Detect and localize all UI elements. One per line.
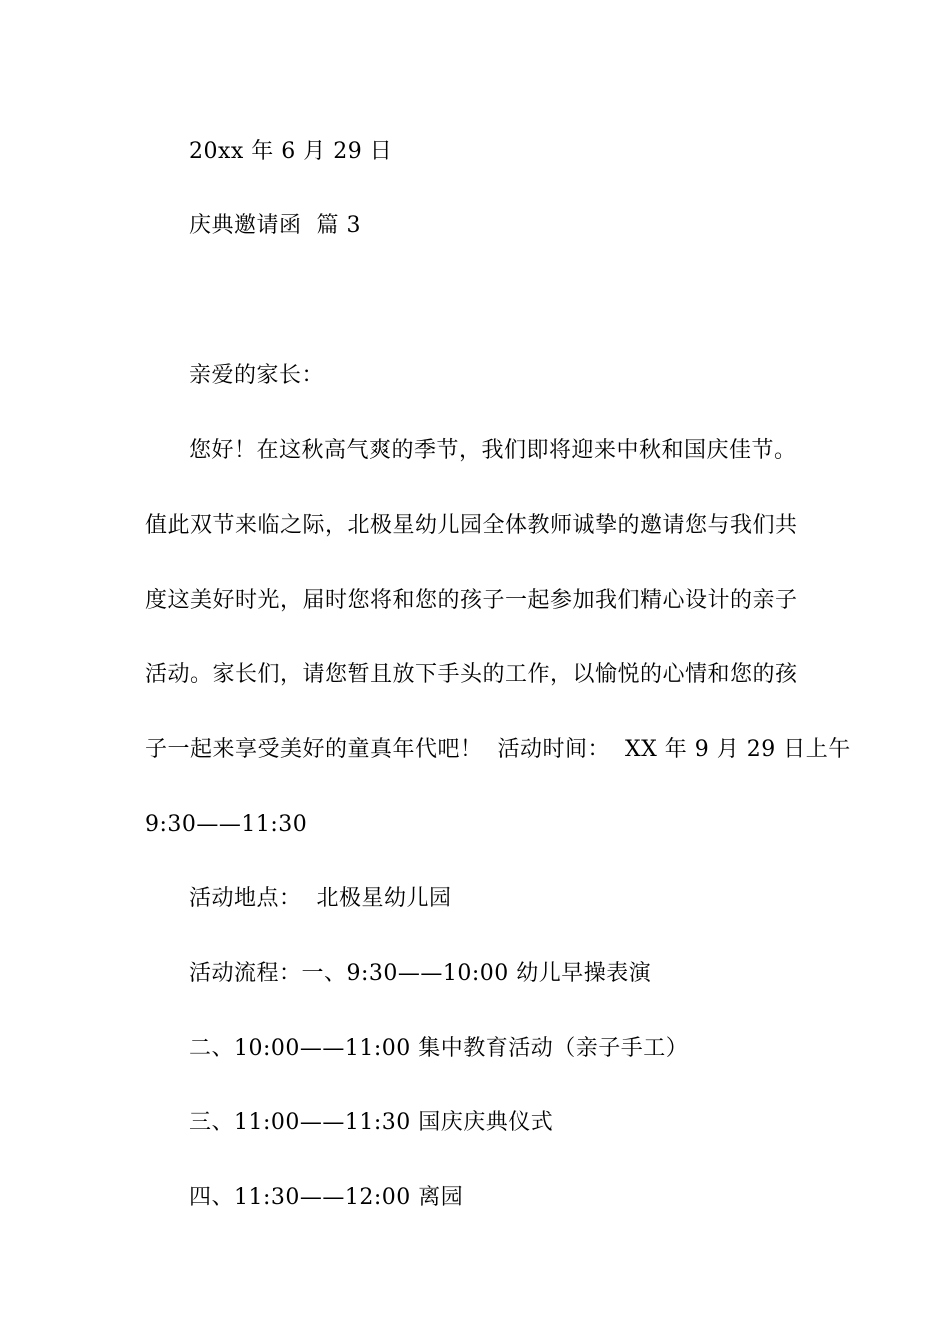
body-line: 9:30——11:30: [145, 812, 308, 837]
schedule-item: 三、11:00——11:30 国庆庆典仪式: [189, 1110, 554, 1135]
body-line: 度这美好时光，届时您将和您的孩子一起参加我们精心设计的亲子: [145, 588, 798, 613]
schedule-item: 活动流程：一、9:30——10:00 幼儿早操表演: [189, 961, 652, 986]
document-heading: 庆典邀请函 篇 3: [189, 213, 361, 238]
schedule-item: 二、10:00——11:00 集中教育活动（亲子手工）: [189, 1036, 689, 1061]
body-line: 子一起来享受美好的童真年代吧！ 活动时间： XX 年 9 月 29 日上午: [145, 737, 851, 762]
body-line: 活动。家长们，请您暂且放下手头的工作，以愉悦的心情和您的孩: [145, 662, 798, 687]
schedule-item: 四、11:30——12:00 离园: [189, 1185, 464, 1210]
body-line: 值此双节来临之际，北极星幼儿园全体教师诚挚的邀请您与我们共: [145, 513, 798, 538]
date-line: 20xx 年 6 月 29 日: [189, 139, 393, 164]
location-line: 活动地点： 北极星幼儿园: [189, 886, 452, 911]
salutation: 亲爱的家长：: [189, 363, 325, 388]
body-line: 您好！在这秋高气爽的季节，我们即将迎来中秋和国庆佳节。: [189, 438, 797, 463]
